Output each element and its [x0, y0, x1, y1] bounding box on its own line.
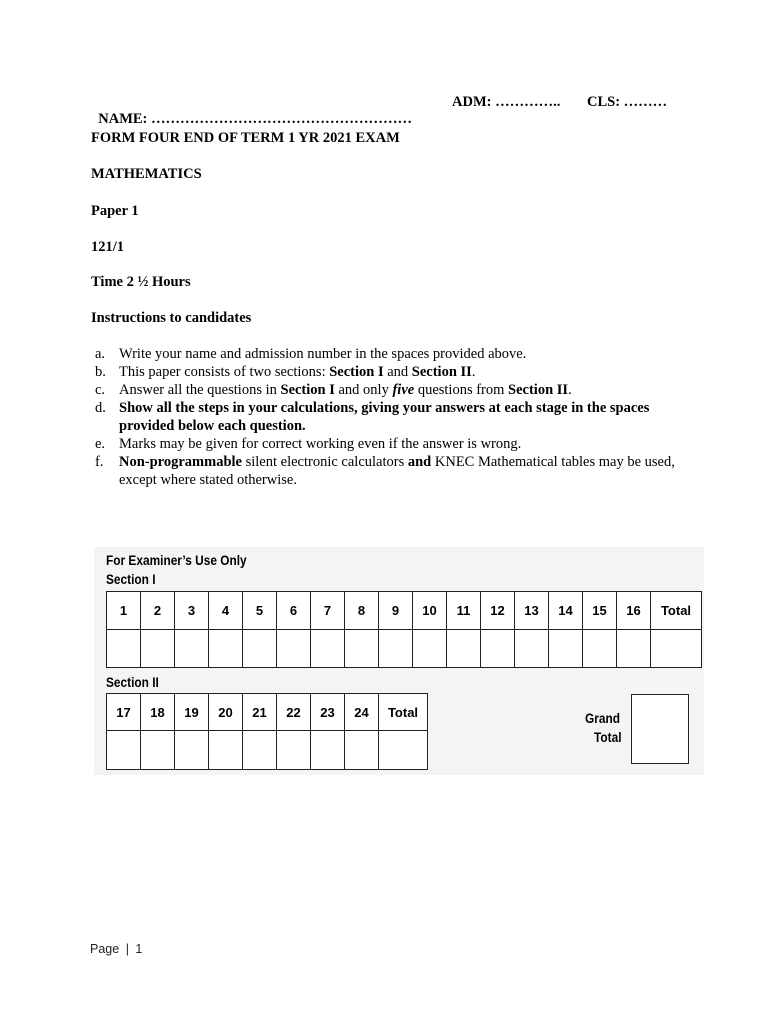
section-one-score-cell-13[interactable] [515, 630, 549, 668]
section-two-header-19: 19 [175, 694, 209, 731]
section-two-header-24: 24 [345, 694, 379, 731]
instruction-item [91, 453, 691, 489]
section-two-header-22: 22 [277, 694, 311, 731]
section-one-score-cell-11[interactable] [447, 630, 481, 668]
section-two-score-cell-19[interactable] [175, 731, 209, 770]
instruction-text: five [392, 382, 415, 398]
instruction-marker: b. [95, 364, 106, 380]
section-one-header-14: 14 [549, 592, 583, 630]
section-one-header-11: 11 [447, 592, 481, 630]
section-one-header-1: 1 [107, 592, 141, 630]
section-one-score-cell-12[interactable] [481, 630, 515, 668]
section-one-score-cell-15[interactable] [583, 630, 617, 668]
section-one-header-9: 9 [379, 592, 413, 630]
subject-title: MATHEMATICS [91, 166, 202, 182]
instruction-text: and only [334, 382, 393, 398]
section-one-header-3: 3 [175, 592, 209, 630]
instruction-text: Answer all the questions in [119, 382, 281, 398]
section-one-header-8: 8 [345, 592, 379, 630]
section-one-header-15: 15 [583, 592, 617, 630]
section-one-score-cell-1[interactable] [107, 630, 141, 668]
paper-code: 121/1 [91, 239, 125, 255]
page-separator: | [125, 942, 129, 956]
instruction-item [91, 399, 691, 435]
adm-field-label[interactable]: ADM: ………….. [452, 94, 561, 110]
section-two-header-20: 20 [209, 694, 243, 731]
section-two-score-cell-22[interactable] [277, 731, 311, 770]
section-two-score-cell-20[interactable] [209, 731, 243, 770]
section-one-header-13: 13 [515, 592, 549, 630]
name-field-label[interactable]: NAME: ……………………………………………… [98, 111, 413, 127]
section-two-score-table [106, 693, 428, 770]
instruction-text: . [568, 382, 572, 398]
section-two-score-cell-23[interactable] [311, 731, 345, 770]
section-one-score-cell-2[interactable] [141, 630, 175, 668]
instruction-text: This paper consists of two sections: [119, 364, 330, 380]
section-one-score-cell-3[interactable] [175, 630, 209, 668]
section-two-label: Section II [106, 675, 159, 690]
section-two-header-23: 23 [311, 694, 345, 731]
instruction-marker: c. [95, 382, 106, 398]
instruction-text: silent electronic calculators [241, 454, 408, 470]
section-one-score-cell-total[interactable] [651, 630, 702, 668]
instruction-marker: a. [95, 346, 106, 362]
instruction-text: Section II [508, 382, 569, 398]
section-one-header-4: 4 [209, 592, 243, 630]
instruction-text: Marks may be given for correct working even if the answer is wrong. [119, 436, 522, 452]
instruction-text: questions from [414, 382, 509, 398]
section-two-score-cell-18[interactable] [141, 731, 175, 770]
section-one-score-cell-5[interactable] [243, 630, 277, 668]
section-one-score-cell-16[interactable] [617, 630, 651, 668]
candidate-header [91, 94, 668, 128]
page-number: 1 [135, 942, 143, 956]
page-footer [90, 942, 142, 956]
section-one-label: Section I [106, 572, 156, 587]
instruction-item [91, 381, 691, 399]
section-one-header-2: 2 [141, 592, 175, 630]
section-one-score-cell-9[interactable] [379, 630, 413, 668]
examiner-use-title: For Examiner’s Use Only [106, 553, 247, 568]
section-one-score-cell-7[interactable] [311, 630, 345, 668]
section-two-score-cell-21[interactable] [243, 731, 277, 770]
instruction-text: . [471, 364, 476, 380]
instructions-list [91, 345, 691, 489]
section-two-header-21: 21 [243, 694, 277, 731]
instruction-text: Write your name and admission number in the spaces provided above. [119, 346, 527, 362]
section-one-score-cell-4[interactable] [209, 630, 243, 668]
cls-field-label[interactable]: CLS: ……… [587, 94, 668, 110]
grand-total-label-line2: Total [594, 730, 622, 745]
section-one-header-5: 5 [243, 592, 277, 630]
paper-number: Paper 1 [91, 203, 139, 219]
section-one-score-cell-8[interactable] [345, 630, 379, 668]
grand-total-label-line1: Grand [585, 711, 620, 726]
instructions-heading: Instructions to candidates [91, 310, 252, 326]
section-one-score-cell-10[interactable] [413, 630, 447, 668]
section-two-score-cell-24[interactable] [345, 731, 379, 770]
section-one-header-12: 12 [481, 592, 515, 630]
instruction-text: Non-programmable [119, 454, 242, 470]
instruction-item [91, 345, 691, 363]
instruction-text: Section I [280, 382, 335, 398]
section-two-score-cell-17[interactable] [107, 731, 141, 770]
section-two-header-17: 17 [107, 694, 141, 731]
instruction-text: Section I [329, 364, 384, 380]
instruction-text: Section II [411, 364, 472, 380]
section-one-score-cell-6[interactable] [277, 630, 311, 668]
exam-duration: Time 2 ½ Hours [91, 274, 191, 290]
section-one-score-table [106, 591, 702, 668]
instruction-text: Show all the steps in your calculations, giving your answers at each stage in the spaces provided below each question. [119, 400, 650, 434]
section-one-header-total: Total [651, 592, 702, 630]
instruction-text: and [383, 364, 412, 380]
instruction-item [91, 363, 691, 381]
section-two-header-18: 18 [141, 694, 175, 731]
instruction-text: KNEC Mathematical tables may be used, except where stated otherwise. [119, 454, 675, 488]
instruction-item [91, 435, 691, 453]
section-one-header-10: 10 [413, 592, 447, 630]
instruction-marker: d. [95, 400, 106, 416]
instruction-marker: f. [95, 454, 104, 470]
instruction-text: and [407, 454, 432, 470]
exam-title: FORM FOUR END OF TERM 1 YR 2021 EXAM [91, 130, 400, 146]
instruction-marker: e. [95, 436, 106, 452]
section-two-score-cell-total[interactable] [379, 731, 428, 770]
section-two-header-total: Total [379, 694, 428, 731]
section-one-header-7: 7 [311, 592, 345, 630]
grand-total-box[interactable] [631, 694, 689, 764]
section-one-header-16: 16 [617, 592, 651, 630]
section-one-score-cell-14[interactable] [549, 630, 583, 668]
page-label: Page [90, 942, 120, 956]
section-one-header-6: 6 [277, 592, 311, 630]
